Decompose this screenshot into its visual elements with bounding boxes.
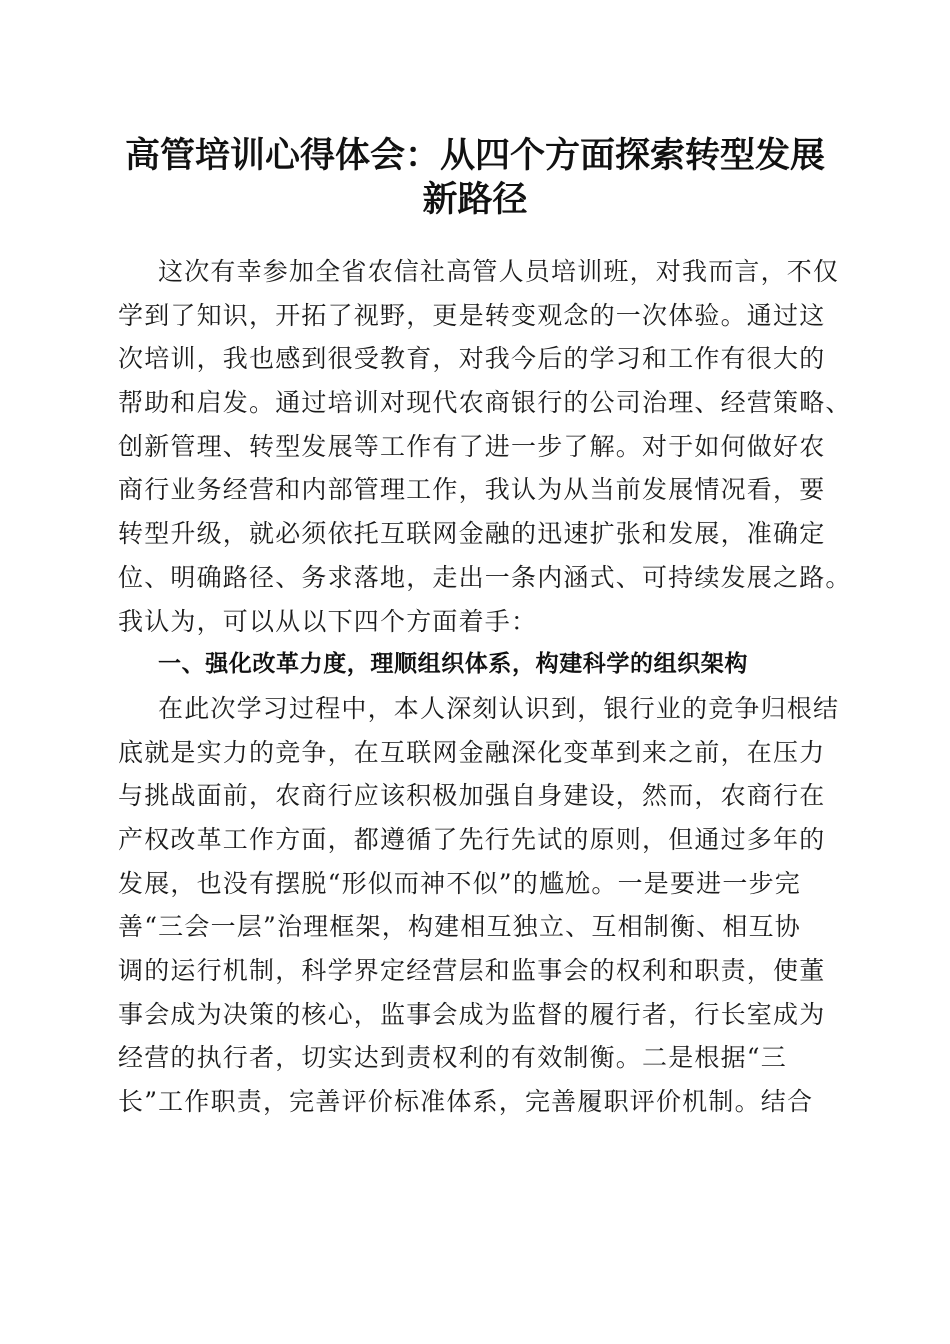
paragraph-section1 — [118, 687, 858, 1124]
text-line: 事会成为决策的核心，监事会成为监督的履行者，行长室成为 — [118, 999, 826, 1029]
text-line: 长”工作职责，完善评价标准体系，完善履职评价机制。结合 — [118, 1087, 814, 1117]
text-line: 产权改革工作方面，都遵循了先行先试的原则，但通过多年的 — [118, 824, 826, 854]
document-body — [118, 250, 858, 1124]
text-line: 商行业务经营和内部管理工作，我认为从当前发展情况看，要 — [118, 475, 826, 505]
text-line: 帮助和启发。通过培训对现代农商银行的公司治理、经营策略、 — [118, 388, 852, 418]
text-line: 这次有幸参加全省农信社高管人员培训班，对我而言，不仅 — [158, 257, 840, 286]
section-heading: 一、强化改革力度，理顺组织体系，构建科学的组织架构 — [158, 651, 748, 678]
text-line: 经营的执行者，切实达到责权利的有效制衡。二是根据“三 — [118, 1043, 787, 1073]
paragraph-intro — [118, 250, 858, 643]
text-line: 在此次学习过程中，本人深刻认识到，银行业的竞争归根结 — [158, 693, 840, 723]
text-line: 发展，也没有摆脱“形似而神不似”的尴尬。一是要进一步完 — [118, 868, 801, 898]
title-line-1: 高管培训心得体会：从四个方面探索转型发展 — [124, 135, 825, 176]
document-title — [100, 134, 850, 222]
text-line: 转型升级，就必须依托互联网金融的迅速扩张和发展，准确定 — [118, 519, 826, 549]
text-line: 调的运行机制，科学界定经营层和监事会的权利和职责，使董 — [118, 956, 826, 985]
title-line-2: 新路径 — [422, 179, 528, 220]
text-line: 善“三会一层”治理框架，构建相互独立、互相制衡、相互协 — [118, 912, 801, 942]
text-line: 次培训，我也感到很受教育，对我今后的学习和工作有很大的 — [118, 344, 826, 374]
text-line: 与挑战面前，农商行应该积极加强自身建设，然而，农商行在 — [118, 781, 826, 811]
text-line: 我认为，可以从以下四个方面着手： — [118, 606, 538, 636]
text-line: 位、明确路径、务求落地，走出一条内涵式、可持续发展之路。 — [118, 562, 852, 592]
text-line: 底就是实力的竞争，在互联网金融深化变革到来之前，在压力 — [118, 737, 826, 767]
text-line: 创新管理、转型发展等工作有了进一步了解。对于如何做好农 — [118, 431, 826, 461]
text-line: 学到了知识，开拓了视野，更是转变观念的一次体验。通过这 — [118, 300, 826, 330]
